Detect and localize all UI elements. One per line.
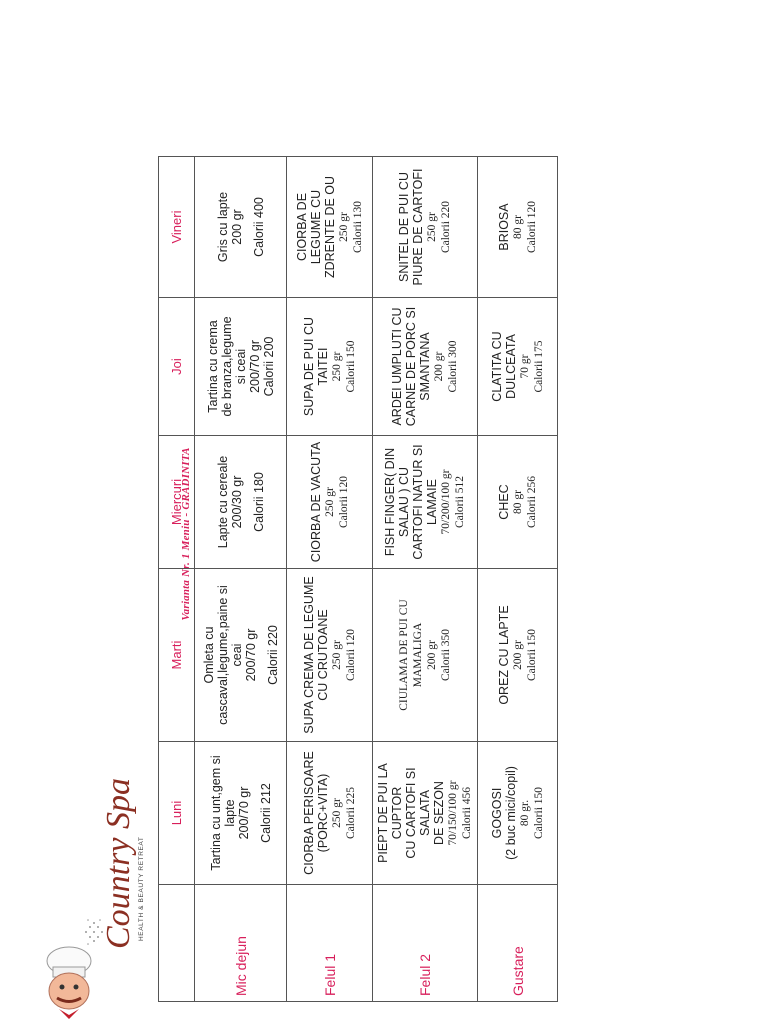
menu-cell <box>287 436 373 569</box>
portion-line: 200 gr <box>426 640 438 670</box>
dish-line: TAITEI <box>315 347 330 386</box>
dish-line: ZDRENTE DE OU <box>322 175 337 279</box>
dish-line <box>258 574 266 736</box>
menu-cell <box>373 157 478 298</box>
dish-line: Tartina cu crema <box>205 320 220 413</box>
menu-row <box>287 157 373 1002</box>
portion-line: Calorii 300 <box>447 340 459 393</box>
dish-line: GOGOSI <box>489 787 504 839</box>
dish-line: CU CRUTOANE <box>315 609 330 701</box>
dish-line: CIORBA DE <box>294 192 309 262</box>
portion-line: 200 gr <box>511 640 524 670</box>
dish-line: LEGUME CU <box>308 189 323 265</box>
dish-line: SUPA CREMA DE LEGUME <box>301 576 316 734</box>
dish-line: lapte <box>222 799 237 827</box>
meal-label: Felul 1 <box>287 885 373 1002</box>
menu-cell <box>478 157 558 298</box>
portion-line: 80 gr <box>511 490 524 514</box>
dish-line: SNITEL DE PUI CU <box>397 172 411 282</box>
dish-line: OREZ CU LAPTE <box>496 605 511 705</box>
dish-line: si ceai <box>233 348 248 385</box>
menu-cell <box>287 298 373 436</box>
portion-line: 70 gr <box>518 354 531 379</box>
dish-line: Tartina cu unt,gem si <box>208 755 223 871</box>
brand-tagline: HEALTH & BEAUTY RETREAT <box>138 836 145 941</box>
dish-line: SUPA DE PUI CU <box>301 316 316 417</box>
header-row <box>159 157 195 1002</box>
dish-line: PIEPT DE PUI LA CUPTOR <box>376 763 404 863</box>
menu-cell <box>195 436 287 569</box>
brand-logo <box>100 734 150 949</box>
dish-line: cascaval,legume,paine si <box>215 585 230 725</box>
dish-line: CARNE DE PORC SI <box>404 306 418 427</box>
portion-line: 80 gr. <box>518 799 531 827</box>
dish-line <box>244 162 252 292</box>
menu-cell <box>478 436 558 569</box>
dish-line: (PORC+VITA) <box>315 773 330 853</box>
menu-cell <box>373 436 478 569</box>
portion-line: Calorii 150 <box>344 340 357 393</box>
portion-line: 250 gr <box>337 212 350 242</box>
meal-label: Felul 2 <box>373 885 478 1002</box>
dish-line: Calorii 220 <box>265 625 280 685</box>
dish-line <box>251 747 259 879</box>
menu-cell <box>478 569 558 742</box>
portion-line: 70/150/100 gr <box>447 780 459 846</box>
portion-line: 250 gr <box>330 640 343 670</box>
dish-line: CLATITA CU <box>489 331 504 402</box>
portion-line: 250 gr <box>323 487 336 517</box>
dish-line: CIORBA PERISOARE <box>301 751 316 875</box>
portion-line: Calorii 150 <box>532 786 545 840</box>
dish-line: CHEC <box>496 484 511 520</box>
menu-cell <box>287 569 373 742</box>
dish-line: 200/70 gr <box>243 628 258 682</box>
portion-line: Calorii 130 <box>351 200 364 254</box>
menu-cell <box>373 569 478 742</box>
portion-line: Calorii 512 <box>454 475 466 529</box>
menu-row <box>195 157 287 1002</box>
dish-line: 200/30 gr <box>229 475 244 529</box>
dish-line: Calorii 400 <box>251 197 266 257</box>
day-header: Luni <box>159 742 195 885</box>
brand-name: Country Spa <box>100 778 137 949</box>
dish-line: ceai <box>229 643 244 667</box>
dish-line: Lapte cu cereale <box>215 455 230 549</box>
portion-line: MAMALIGA <box>412 622 424 688</box>
menu-cell <box>195 298 287 436</box>
portion-line: Calorii 120 <box>525 200 538 254</box>
dish-line: Calorii 180 <box>251 472 266 532</box>
dish-line: de branza,legume <box>219 316 234 417</box>
menu-cell <box>373 298 478 436</box>
day-header: Joi <box>159 298 195 436</box>
portion-line: Calorii 456 <box>461 786 473 840</box>
dish-line: 200 gr <box>229 209 244 245</box>
corner-cell <box>159 885 195 1002</box>
portion-line: Calorii 350 <box>440 628 452 682</box>
portion-line: 200 gr <box>433 351 445 382</box>
portion-line: 70/200/100 gr <box>440 469 452 535</box>
menu-cell <box>195 157 287 298</box>
menu-row <box>373 157 478 1002</box>
menu-cell <box>478 298 558 436</box>
portion-line: Calorii 225 <box>344 786 357 840</box>
dish-line: PIURE DE CARTOFI <box>411 168 425 286</box>
menu-row <box>478 157 558 1002</box>
day-header: Marti <box>159 569 195 742</box>
portion-line: Calorii 120 <box>337 475 350 529</box>
menu-table <box>158 156 558 1002</box>
portion-line: Calorii 256 <box>525 475 538 529</box>
menu-cell <box>287 157 373 298</box>
portion-line: Calorii 175 <box>532 340 545 393</box>
menu-title: Varianta Nr. 1 Meniu - GRADINITA <box>180 447 192 621</box>
dish-line: DULCEATA <box>503 334 518 399</box>
portion-line: Calorii 220 <box>440 200 452 254</box>
portion-line: 250 gr <box>330 351 343 382</box>
portion-line: CIULAMA DE PUI CU <box>398 599 410 711</box>
menu-cell <box>373 742 478 885</box>
meal-label: Gustare <box>478 885 558 1002</box>
dish-line: DE SEZON <box>432 781 446 845</box>
dish-line: 200/70 gr <box>247 340 262 393</box>
portion-line: 80 gr <box>511 215 524 239</box>
dish-line: Calorii 200 <box>261 336 276 397</box>
portion-line: 250 gr <box>426 212 438 242</box>
dish-line <box>244 441 252 563</box>
day-header: Miercuri <box>159 436 195 569</box>
dish-line: CU CARTOFI SI SALATA <box>404 767 432 859</box>
dish-line: BRIOSA <box>496 203 511 251</box>
dish-line: Omleta cu <box>201 626 216 684</box>
dish-line: ARDEI UMPLUTI CU <box>390 307 404 426</box>
dish-line: CARTOFI NATUR SI <box>411 444 425 560</box>
dish-line: CIORBA DE VACUTA <box>308 441 323 563</box>
dish-line: SALAU ) CU <box>397 466 411 538</box>
portion-line: 250 gr <box>330 798 343 828</box>
dish-line: SMANTANA <box>418 332 432 401</box>
dish-line: Gris cu lapte <box>215 191 230 263</box>
dish-line: 200/70 gr <box>236 786 251 840</box>
menu-cell <box>195 569 287 742</box>
menu-cell <box>478 742 558 885</box>
dish-line: LAMAIE <box>425 479 439 525</box>
menu-cell <box>287 742 373 885</box>
portion-line: Calorii 150 <box>525 628 538 682</box>
meal-label: Mic dejun <box>195 885 287 1002</box>
menu-cell <box>195 742 287 885</box>
day-header: Vineri <box>159 157 195 298</box>
dish-line: FISH FINGER( DIN <box>383 447 397 557</box>
dish-line: Calorii 212 <box>258 783 273 843</box>
portion-line: Calorii 120 <box>344 628 357 682</box>
dish-line: (2 buc mici/copil) <box>503 766 518 860</box>
